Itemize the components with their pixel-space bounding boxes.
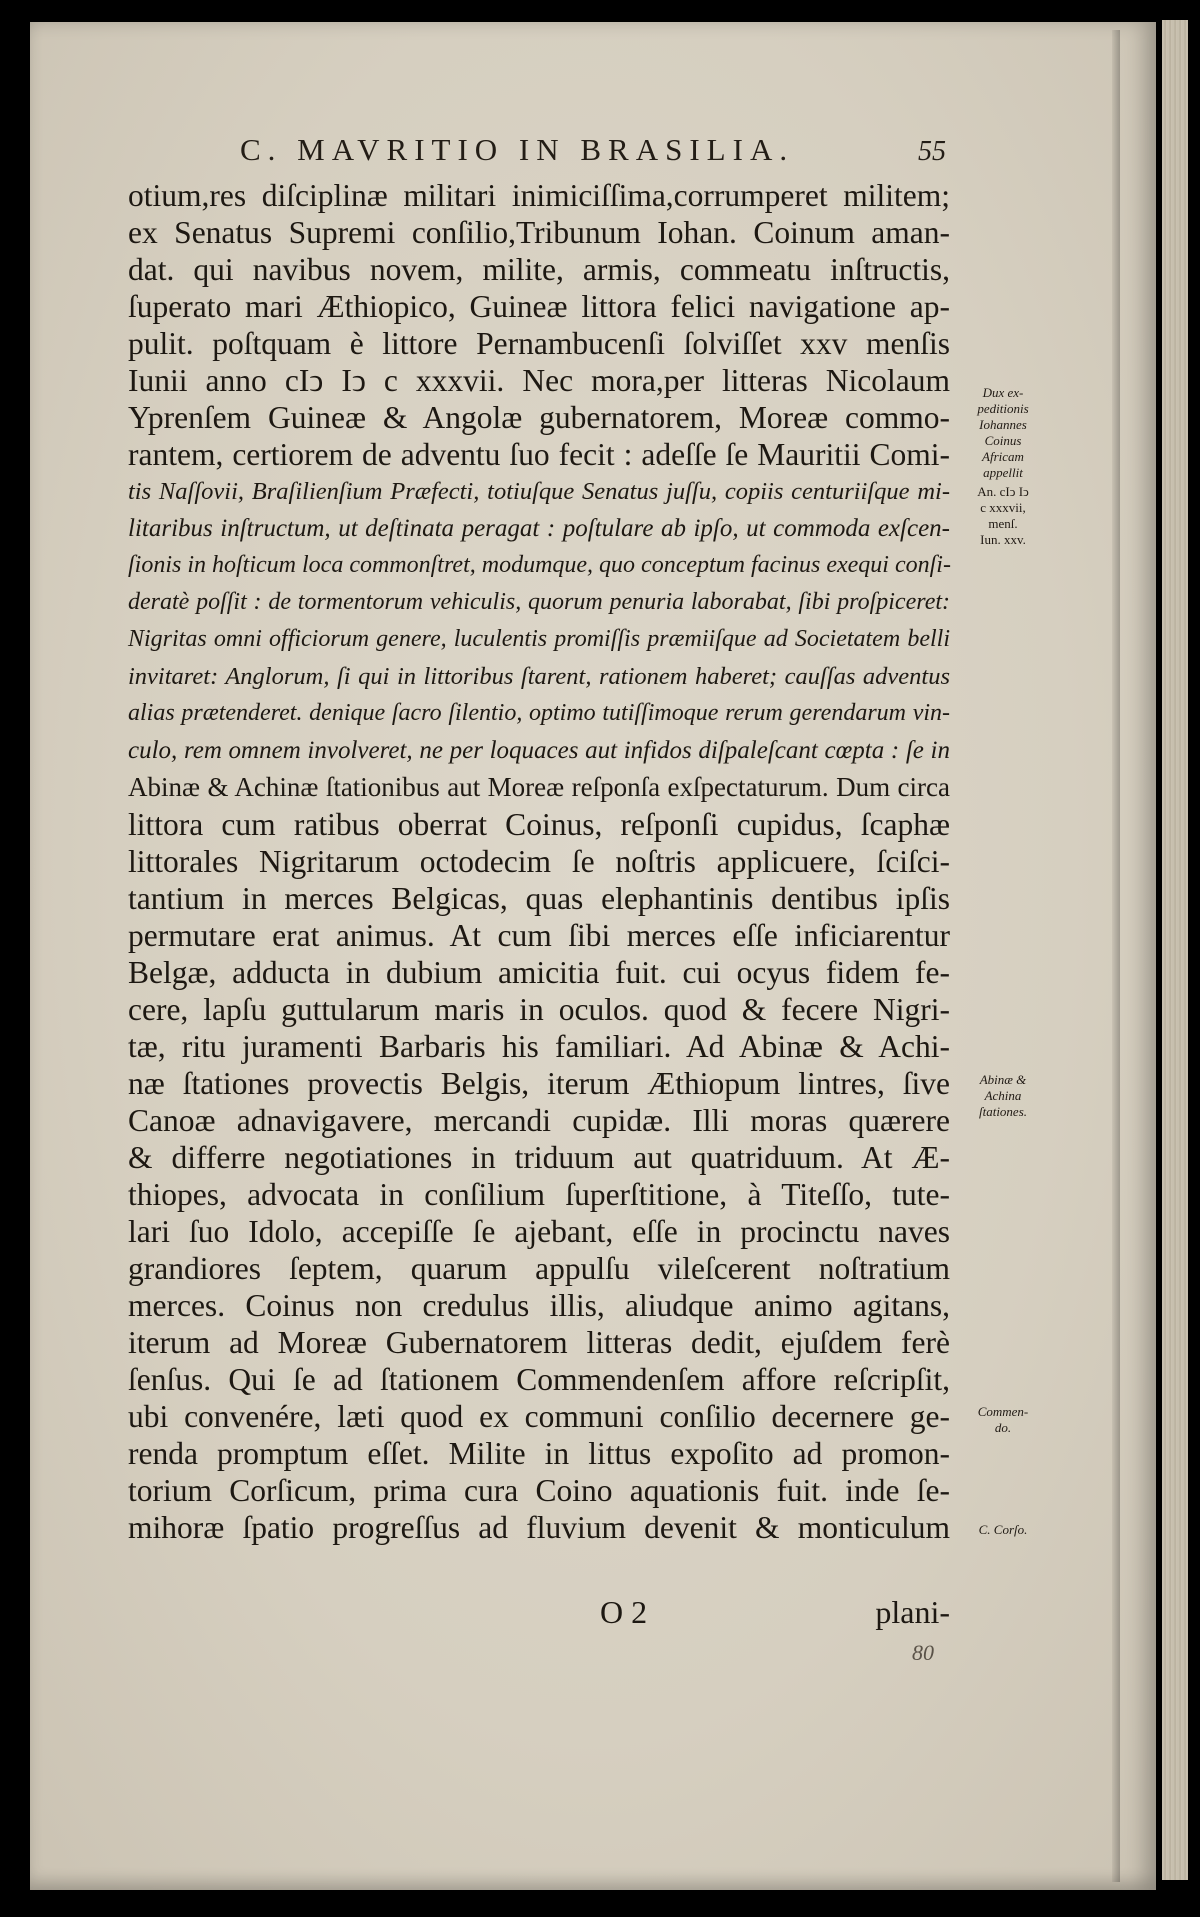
margin-note-expedition: Dux ex- peditionis Iohannes Coinus Africam appellit — [977, 385, 1029, 480]
handwritten-folio-number: 80 — [912, 1640, 934, 1665]
text-line-italic: Nigritas omni officiorum genere, luculentis promiſſis præmiiſque ad Societatem belli — [128, 626, 950, 652]
margin-note-abina-achina: Abinæ & Achina ſtationes. — [978, 1072, 1028, 1119]
text-line: Yprenſem Guineæ & Angolæ gubernatorem, Moreæ commo- — [128, 400, 950, 435]
catchword: plani- — [875, 1594, 950, 1630]
page-number: 55 — [918, 136, 946, 167]
text-line-italic: invitaret: Anglorum, ſi qui in littoribus ſtarent, rationem haberet; cauſſas adventus — [128, 663, 950, 690]
text-line-italic: deratè poſſit : de tormentorum vehiculis, quorum penuria laborabat, ſibi proſpiceret: — [128, 589, 950, 615]
signature-mark: O 2 — [600, 1594, 648, 1630]
text-line: grandiores ſeptem, quarum appulſu vileſcerent noſtratium — [128, 1251, 950, 1286]
text-line: tæ, ritu juramenti Barbaris his familiari. Ad Abinæ & Achi- — [128, 1029, 950, 1064]
text-line: ubi convenére, læti quod ex communi conſilio decernere ge- — [128, 1399, 950, 1434]
text-line: lari ſuo Idolo, accepiſſe ſe ajebant, eſſe in procinctu naves — [128, 1214, 950, 1249]
page-fold-shadow — [1112, 30, 1120, 1882]
margin-note-commendo: Commen- do. — [977, 1404, 1029, 1435]
text-line: ex Senatus Supremi conſilio,Tribunum Iohan. Coinum aman- — [128, 215, 950, 250]
text-line: Canoæ adnavigavere, mercandi cupidæ. Illi moras quærere — [128, 1103, 950, 1138]
text-line-italic: alias prætenderet. denique ſacro ſilentio, optimo tutiſſimoque rerum gerendarum vin- — [128, 700, 950, 726]
text-line: rantem, certiorem de adventu ſuo fecit : adeſſe ſe Mauritii Comi- — [128, 437, 950, 472]
text-line: cere, lapſu guttularum maris in oculos. quod & fecere Nigri- — [128, 992, 950, 1027]
page-edges — [1162, 20, 1188, 1880]
text-line: otium,res diſciplinæ militari inimiciſſima,corrumperet militem; — [128, 178, 950, 213]
page-footer — [128, 1594, 950, 1634]
text-line: littora cum ratibus oberrat Coinus, reſponſi cupidus, ſcaphæ — [128, 807, 950, 842]
text-line: renda promptum eſſet. Milite in littus expoſito ad promon- — [128, 1436, 950, 1471]
text-line: iterum ad Moreæ Gubernatorem litteras dedit, ejuſdem ferè — [128, 1325, 950, 1360]
text-line: merces. Coinus non credulus illis, aliudque animo agitans, — [128, 1288, 950, 1323]
text-line-italic: tis Naſſovii, Braſilienſium Præfecti, totiuſque Senatus juſſu, copiis centuriiſque mi- — [128, 478, 950, 505]
text-line: torium Corſicum, prima cura Coino aquationis fuit. inde ſe- — [128, 1473, 950, 1508]
text-line: Abinæ & Achinæ ſtationibus aut Moreæ reſponſa exſpectaturum. Dum circa — [128, 772, 950, 802]
running-title: C. MAVRITIO IN BRASILIA. — [240, 132, 795, 167]
margin-note-corso: C. Corſo. — [978, 1522, 1028, 1537]
text-line-italic: litaribus inſtructum, ut deſtinata peragat : poſtulare ab ipſo, ut commoda exſcen- — [128, 515, 950, 542]
text-line: & differre negotiationes in triduum aut quatriduum. At Æ- — [128, 1140, 950, 1175]
text-line-italic: culo, rem omnem involveret, ne per loquaces aut infidos diſpaleſcant cœpta : ſe in — [128, 737, 950, 764]
text-line: mihoræ ſpatio progreſſus ad fluvium devenit & monticulum — [128, 1510, 950, 1545]
text-line: littorales Nigritarum octodecim ſe noſtris applicuere, ſciſci- — [128, 844, 950, 879]
text-line: næ ſtationes provectis Belgis, iterum Æthiopum lintres, ſive — [128, 1066, 950, 1101]
body-text — [128, 177, 950, 1546]
text-line: ſenſus. Qui ſe ad ſtationem Commendenſem affore reſcripſit, — [128, 1362, 950, 1397]
text-line: thiopes, advocata in conſilium ſuperſtitione, à Titeſſo, tute- — [128, 1177, 950, 1212]
text-line: dat. qui navibus novem, milite, armis, commeatu inſtructis, — [128, 252, 950, 287]
text-line: permutare erat animus. At cum ſibi merces eſſe inficiarentur — [128, 918, 950, 953]
text-line: ſuperato mari Æthiopico, Guineæ littora felici navigatione ap- — [128, 289, 950, 324]
text-line: Belgæ, adducta in dubium amicitia fuit. cui ocyus fidem fe- — [128, 955, 950, 990]
text-line: Iunii anno cIↄ Iↄ c xxxvii. Nec mora,per litteras Nicolaum — [128, 363, 950, 398]
text-line-italic: ſionis in hoſticum loca commonſtret, modumque, quo conceptum facinus exequi conſi- — [128, 552, 951, 578]
margin-note-date: An. cIↄ Iↄ c xxxvii, menſ. Iun. xxv. — [977, 484, 1029, 547]
running-header — [240, 130, 946, 174]
text-line: tantium in merces Belgicas, quas elephantinis dentibus ipſis — [128, 881, 950, 916]
text-line: pulit. poſtquam è littore Pernambucenſi ſolviſſet xxv menſis — [128, 326, 950, 361]
